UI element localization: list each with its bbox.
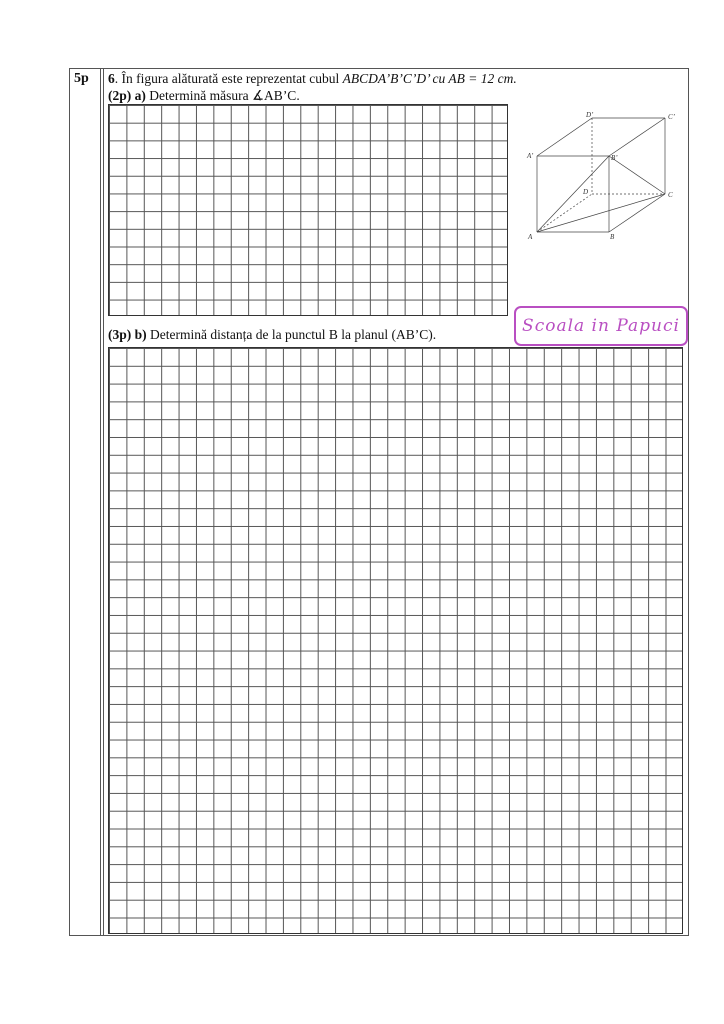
points-label: 5p [74,71,89,86]
brand-logo-text: Scoala in Papuci [522,316,680,336]
label-C1: C’ [668,113,675,121]
part-b-letter: b) [134,327,147,342]
label-B: B [610,233,615,241]
answer-grid-a[interactable] [108,104,508,316]
points-column-divider [100,68,101,936]
label-A1: A’ [527,152,534,160]
part-b-points: (3p) [108,327,132,342]
part-a-text: Determină măsura ∡AB’C. [149,88,300,103]
segment-AB1 [537,156,609,232]
part-a-prompt [108,88,300,104]
label-C: C [668,191,673,199]
question-text: . În figura alăturată este reprezentat cubul [114,71,343,86]
label-A: A [528,233,533,241]
brand-logo [514,306,688,346]
segment-AC [537,194,665,232]
edge-BC [609,194,665,232]
question-number: 6 [108,71,115,86]
label-D1: D’ [586,111,594,119]
question-heading [108,71,517,87]
part-a-letter: a) [134,88,146,103]
edge-AD [537,194,592,232]
part-b-prompt [108,327,436,343]
answer-grid-b[interactable] [108,347,683,934]
edge-B1C1 [609,118,665,156]
cube-name: ABCDA’B’C’D’ cu AB = 12 cm. [342,71,517,86]
cube-figure [520,108,685,248]
label-D: D [583,188,589,196]
label-B1: B’ [611,154,618,162]
part-b-text: Determină distanța de la punctul B la planul (AB’C). [150,327,437,342]
points-column-divider-inner [103,68,104,936]
part-a-points: (2p) [108,88,132,103]
edge-A1D1 [537,118,592,156]
